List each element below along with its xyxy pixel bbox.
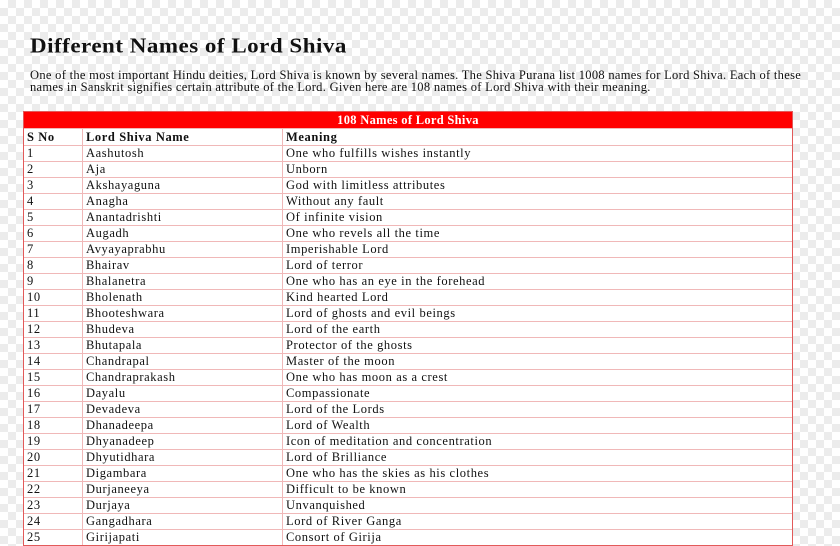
cell-name: Chandraprakash (83, 370, 283, 385)
cell-sno: 14 (24, 354, 83, 369)
cell-sno: 11 (24, 306, 83, 321)
cell-sno: 15 (24, 370, 83, 385)
cell-meaning: Lord of ghosts and evil beings (286, 306, 456, 320)
table-row (24, 369, 792, 385)
cell-sno: 16 (24, 386, 83, 401)
cell-sno: 22 (24, 482, 83, 497)
cell-meaning: Compassionate (286, 386, 371, 400)
cell-meaning: Lord of Wealth (286, 418, 371, 432)
cell-name: Avyayaprabhu (83, 242, 283, 257)
table-row (24, 257, 792, 273)
cell-sno: 25 (24, 530, 83, 545)
cell-meaning: Of infinite vision (286, 210, 383, 224)
table-row (24, 273, 792, 289)
table-row (24, 177, 792, 193)
cell-meaning: Consort of Girija (286, 530, 382, 544)
intro-paragraph: One of the most important Hindu deities, Lord Shiva is known by several names. The Shiva Purana list 1008 names for Lord Shiva. Each of these names in Sanskrit signifies certain attribute of the Lord. Given here are 108 names of Lord Shiva with their meaning. (30, 68, 802, 94)
cell-name: Chandrapal (83, 354, 283, 369)
cell-meaning: Unborn (286, 162, 328, 176)
cell-sno: 4 (24, 194, 83, 209)
table-header-row (24, 128, 792, 145)
cell-sno: 8 (24, 258, 83, 273)
table-row (24, 465, 792, 481)
cell-sno: 19 (24, 434, 83, 449)
cell-name: Durjaneeya (83, 482, 283, 497)
cell-meaning: One who fulfills wishes instantly (286, 146, 472, 160)
cell-sno: 10 (24, 290, 83, 305)
cell-meaning: God with limitless attributes (286, 178, 446, 192)
cell-sno: 13 (24, 338, 83, 353)
cell-meaning: Difficult to be known (286, 482, 407, 496)
cell-name: Aashutosh (83, 146, 283, 161)
table-row (24, 433, 792, 449)
cell-name: Bhutapala (83, 338, 283, 353)
cell-meaning: Imperishable Lord (286, 242, 389, 256)
cell-name: Digambara (83, 466, 283, 481)
cell-sno: 24 (24, 514, 83, 529)
cell-name: Dhanadeepa (83, 418, 283, 433)
table-row (24, 385, 792, 401)
names-table (23, 111, 793, 546)
cell-sno: 7 (24, 242, 83, 257)
cell-meaning: Lord of Brilliance (286, 450, 388, 464)
cell-meaning: One who has an eye in the forehead (286, 274, 486, 288)
cell-meaning: Lord of the earth (286, 322, 381, 336)
table-body (24, 145, 792, 545)
table-row (24, 401, 792, 417)
table-row (24, 161, 792, 177)
cell-sno: 2 (24, 162, 83, 177)
cell-meaning: Icon of meditation and concentration (286, 434, 493, 448)
cell-meaning: Protector of the ghosts (286, 338, 413, 352)
cell-meaning: One who revels all the time (286, 226, 441, 240)
cell-name: Bhairav (83, 258, 283, 273)
cell-name: Dhyutidhara (83, 450, 283, 465)
cell-sno: 17 (24, 402, 83, 417)
cell-meaning: One who has the skies as his clothes (286, 466, 490, 480)
table-row (24, 353, 792, 369)
cell-meaning: Unvanquished (286, 498, 366, 512)
table-row (24, 529, 792, 545)
cell-name: Bhalanetra (83, 274, 283, 289)
cell-name: Anagha (83, 194, 283, 209)
cell-sno: 21 (24, 466, 83, 481)
table-row (24, 305, 792, 321)
cell-sno: 12 (24, 322, 83, 337)
cell-sno: 1 (24, 146, 83, 161)
cell-name: Devadeva (83, 402, 283, 417)
cell-sno: 23 (24, 498, 83, 513)
cell-meaning: One who has moon as a crest (286, 370, 448, 384)
header-meaning: Meaning (286, 130, 338, 144)
table-row (24, 241, 792, 257)
header-name: Lord Shiva Name (83, 129, 283, 145)
cell-name: Aja (83, 162, 283, 177)
cell-meaning: Lord of the Lords (286, 402, 385, 416)
table-row (24, 481, 792, 497)
table-row (24, 449, 792, 465)
table-row (24, 337, 792, 353)
table-row (24, 417, 792, 433)
table-row (24, 289, 792, 305)
cell-name: Girijapati (83, 530, 283, 545)
table-row (24, 321, 792, 337)
cell-name: Dhyanadeep (83, 434, 283, 449)
cell-sno: 9 (24, 274, 83, 289)
cell-meaning: Lord of terror (286, 258, 364, 272)
cell-name: Durjaya (83, 498, 283, 513)
table-row (24, 209, 792, 225)
table-row (24, 193, 792, 209)
table-row (24, 497, 792, 513)
table-row (24, 513, 792, 529)
cell-meaning: Without any fault (286, 194, 384, 208)
cell-sno: 5 (24, 210, 83, 225)
cell-name: Dayalu (83, 386, 283, 401)
cell-name: Bholenath (83, 290, 283, 305)
cell-sno: 18 (24, 418, 83, 433)
cell-meaning: Master of the moon (286, 354, 396, 368)
cell-name: Gangadhara (83, 514, 283, 529)
cell-name: Anantadrishti (83, 210, 283, 225)
cell-sno: 3 (24, 178, 83, 193)
cell-sno: 6 (24, 226, 83, 241)
cell-name: Augadh (83, 226, 283, 241)
header-sno: S No (24, 129, 83, 145)
cell-meaning: Kind hearted Lord (286, 290, 389, 304)
table-caption: 108 Names of Lord Shiva (24, 112, 792, 128)
page-title: Different Names of Lord Shiva (30, 34, 347, 57)
cell-sno: 20 (24, 450, 83, 465)
cell-name: Bhudeva (83, 322, 283, 337)
cell-meaning: Lord of River Ganga (286, 514, 402, 528)
cell-name: Akshayaguna (83, 178, 283, 193)
cell-name: Bhooteshwara (83, 306, 283, 321)
table-row (24, 145, 792, 161)
table-row (24, 225, 792, 241)
